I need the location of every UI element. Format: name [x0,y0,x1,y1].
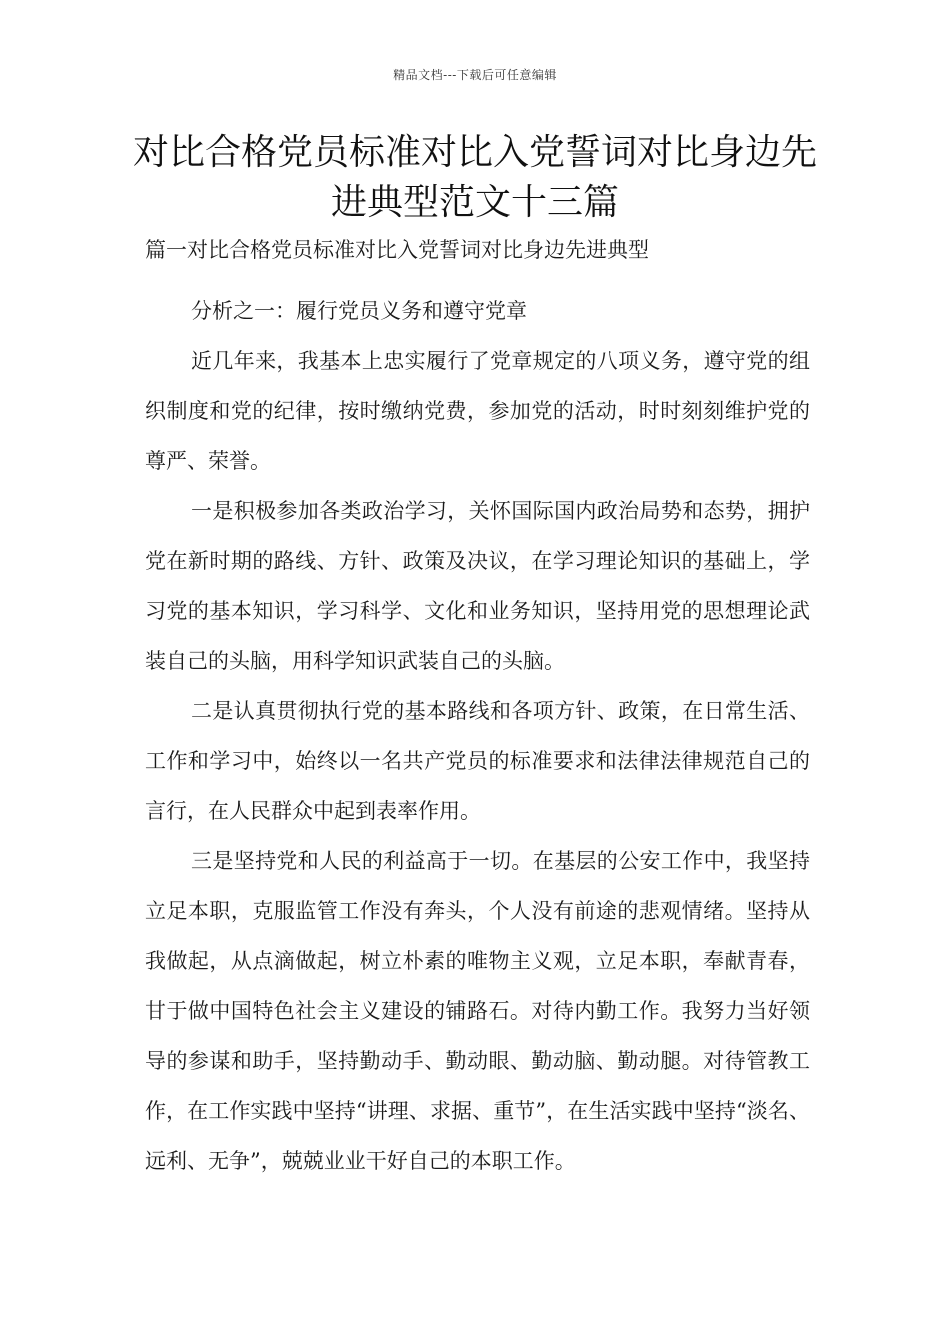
paragraph-point-three: 三是坚持党和人民的利益高于一切。在基层的公安工作中，我坚持立足本职，克服监管工作没有奔头，个人没有前途的悲观情绪。坚持从我做起，从点滴做起，树立朴素的唯物主义观，立足本职，奉献青春，甘于做中国特色社会主义建设的铺路石。对待内勤工作。我努力当好领导的参谋和助手，坚持勤动手、勤动眼、勤动脑、勤动腿。对待管教工作，在工作实践中坚持“讲理、求据、重节”，在生活实践中坚持“淡名、远利、无争”，兢兢业业干好自己的本职工作。 [145,849,810,1173]
header-note: 精品文档---下载后可任意编辑 [393,68,557,82]
document-title: 对比合格党员标准对比入党誓词对比身边先进典型范文十三篇 [132,132,817,223]
section-heading: 篇一对比合格党员标准对比入党誓词对比身边先进典型 [145,238,649,262]
document-body [145,286,810,1186]
paragraph-point-two: 二是认真贯彻执行党的基本路线和各项方针、政策，在日常生活、工作和学习中，始终以一名共产党员的标准要求和法律法律规范自己的言行，在人民群众中起到表率作用。 [145,699,810,823]
paragraph-intro: 近几年来，我基本上忠实履行了党章规定的八项义务，遵守党的组织制度和党的纪律，按时缴纳党费，参加党的活动，时时刻刻维护党的尊严、荣誉。 [145,349,810,473]
paragraph-analysis-heading: 分析之一：履行党员义务和遵守党章 [191,299,527,323]
paragraph-point-one: 一是积极参加各类政治学习，关怀国际国内政治局势和态势，拥护党在新时期的路线、方针、政策及决议，在学习理论知识的基础上，学习党的基本知识，学习科学、文化和业务知识，坚持用党的思想理论武装自己的头脑，用科学知识武装自己的头脑。 [145,499,810,673]
